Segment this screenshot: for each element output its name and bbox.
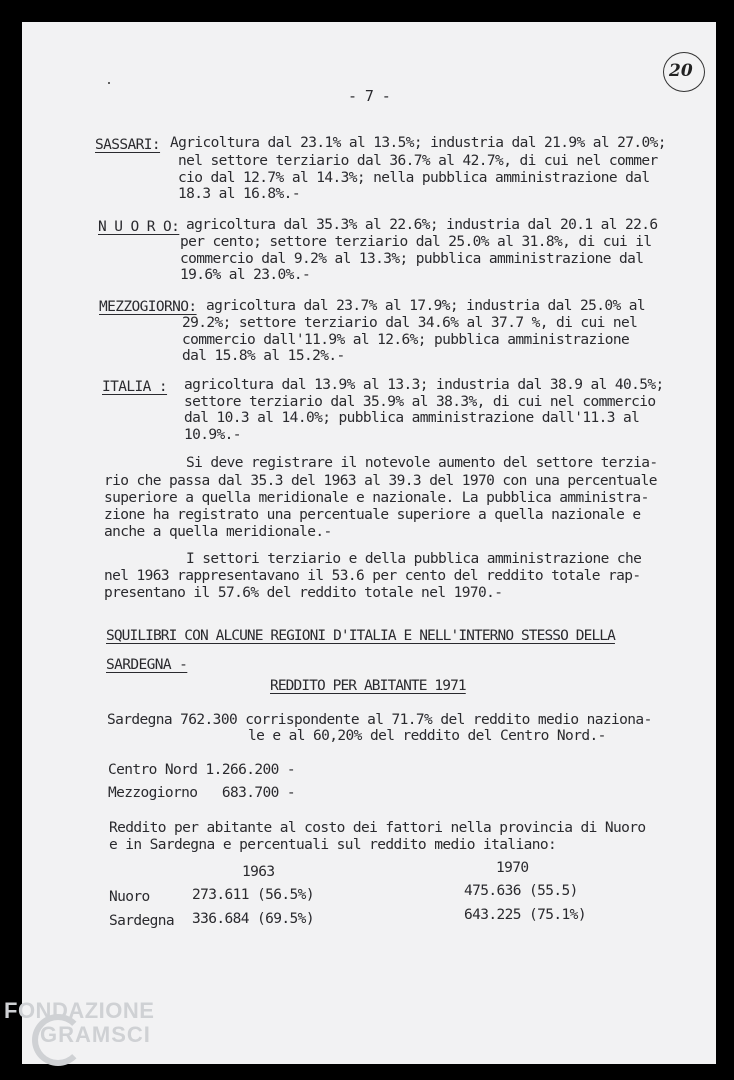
label-italia: ITALIA :: [102, 379, 168, 395]
mezzogiorno-line-3: commercio dall'11.9% al 12.6%; pubblica amministrazione: [182, 332, 630, 348]
reddito-line-2: le e al 60,20% del reddito del Centro Nord.-: [248, 728, 606, 744]
italia-line-1: agricoltura dal 13.9% al 13.3; industria dal 38.9 al 40.5%;: [184, 377, 664, 393]
mezzogiorno-line-1: agricoltura dal 23.7% al 17.9%; industria dal 25.0% al: [206, 298, 646, 314]
label-sassari: SASSARI:: [95, 137, 161, 153]
nuoro-line-1: agricoltura dal 35.3% al 22.6%; industria dal 20.1 al 22.6: [186, 217, 658, 233]
mezzogiorno-line-4: dal 15.8% al 15.2%.-: [182, 348, 345, 364]
sassari-line-2: nel settore terziario dal 36.7% al 42.7%, di cui nel commer: [178, 153, 658, 169]
table-row-nuoro-1970: 475.636 (55.5): [464, 883, 578, 899]
nuoro-line-3: commercio dal 9.2% al 13.3%; pubblica amministrazione dal: [180, 251, 644, 267]
para1-line-4: zione ha registrato una percentuale superiore a quella nazionale e: [104, 507, 641, 523]
para1-line-1: Si deve registrare il notevole aumento del settore terzia-: [186, 455, 658, 471]
table-intro-line-2: e in Sardegna e percentuali sul reddito medio italiano:: [109, 837, 557, 853]
nuoro-line-4: 19.6% al 23.0%.-: [180, 267, 311, 283]
para1-line-3: superiore a quella meridionale e nazionale. La pubblica amministra-: [104, 490, 649, 506]
page-stamp: [663, 52, 705, 92]
fondazione-gramsci-watermark: [4, 998, 155, 1047]
italia-line-3: dal 10.3 al 14.0%; pubblica amministrazione dall'11.3 al: [184, 410, 640, 426]
section-heading-line-2: SARDEGNA -: [106, 657, 188, 673]
table-row-sardegna-1970: 643.225 (75.1%): [464, 907, 586, 923]
table-row-sardegna-1963: 336.684 (69.5%): [192, 911, 314, 927]
reddito-line-1: Sardegna 762.300 corrispondente al 71.7% del reddito medio naziona-: [107, 712, 652, 728]
label-nuoro: N U O R O:: [98, 219, 180, 235]
document-page: [22, 22, 716, 1064]
para2-line-2: nel 1963 rappresentavano il 53.6 per cento del reddito totale rap-: [104, 568, 641, 584]
italia-line-2: settore terziario dal 35.9% al 38.3%, di cui nel commercio: [184, 394, 656, 410]
table-row-nuoro-name: Nuoro: [109, 889, 150, 905]
para1-line-2: rio che passa dal 35.3 del 1963 al 39.3 del 1970 con una percentuale: [104, 473, 657, 489]
sassari-line-1: Agricoltura dal 23.1% al 13.5%; industria dal 21.9% al 27.0%;: [170, 135, 666, 151]
italia-line-4: 10.9%.-: [184, 427, 241, 443]
mezzogiorno-line-2: 29.2%; settore terziario dal 34.6% al 37.7 %, di cui nel: [182, 315, 638, 331]
mezzogiorno-value-line: Mezzogiorno 683.700 -: [108, 785, 295, 801]
watermark-line-1: FONDAZIONE: [4, 998, 155, 1023]
ink-dot: [108, 82, 110, 84]
table-row-nuoro-1963: 273.611 (56.5%): [192, 887, 314, 903]
para2-line-3: presentano il 57.6% del reddito totale nel 1970.-: [104, 585, 503, 601]
page-number: - 7 -: [348, 87, 391, 105]
table-row-sardegna-name: Sardegna: [109, 913, 175, 929]
subheading: REDDITO PER ABITANTE 1971: [270, 678, 466, 694]
para2-line-1: I settori terziario e della pubblica amministrazione che: [186, 551, 642, 567]
sassari-line-3: cio dal 12.7% al 14.3%; nella pubblica amministrazione dal: [178, 170, 650, 186]
watermark-line-2: GRAMSCI: [40, 1022, 151, 1047]
centro-nord-line: Centro Nord 1.266.200 -: [108, 762, 295, 778]
sassari-line-4: 18.3 al 16.8%.-: [178, 186, 300, 202]
label-mezzogiorno: MEZZOGIORNO:: [99, 299, 197, 315]
nuoro-line-2: per cento; settore terziario dal 25.0% al 31.8%, di cui il: [180, 234, 652, 250]
table-year-1970: 1970: [496, 860, 529, 876]
table-intro-line-1: Reddito per abitante al costo dei fattori nella provincia di Nuoro: [109, 820, 646, 836]
table-year-1963: 1963: [242, 864, 275, 880]
para1-line-5: anche a quella meridionale.-: [104, 524, 332, 540]
section-heading-line-1: SQUILIBRI CON ALCUNE REGIONI D'ITALIA E NELL'INTERNO STESSO DELLA: [106, 628, 615, 644]
stamp-number: 20: [669, 61, 693, 81]
